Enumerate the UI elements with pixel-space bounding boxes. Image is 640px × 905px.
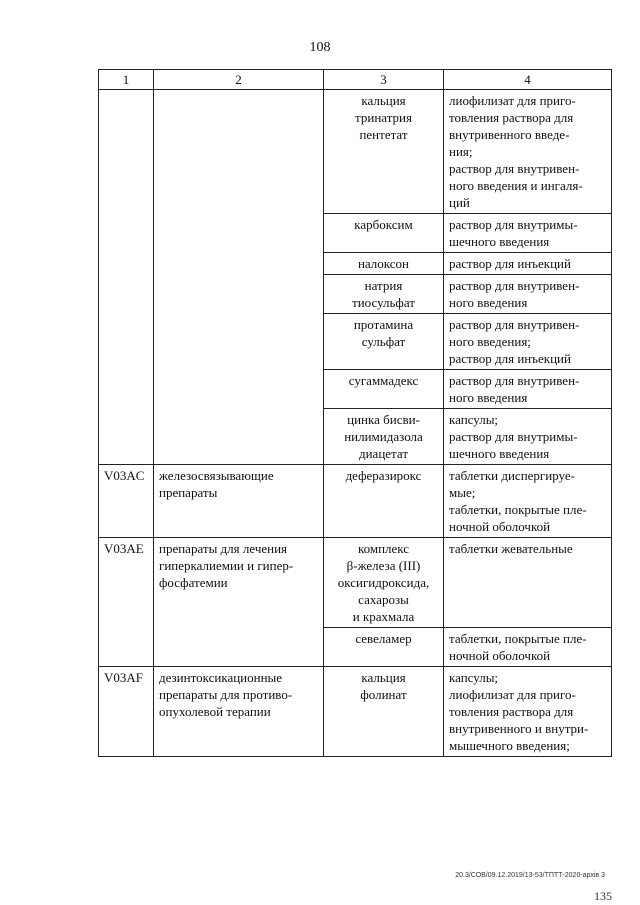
cell-line: деферазирокс xyxy=(345,468,422,483)
header-cell: 2 xyxy=(154,70,324,90)
cell-line: раствор для внутривен- xyxy=(449,317,580,332)
drug-name-cell xyxy=(324,214,444,253)
cell-line: ния; xyxy=(449,144,473,159)
atc-code-cell: V03AE xyxy=(99,538,154,667)
page-number: 108 xyxy=(309,40,331,55)
dosage-form-cell xyxy=(444,538,612,628)
atc-code-cell: V03AC xyxy=(99,465,154,538)
dosage-form-cell xyxy=(444,370,612,409)
group-name-cell xyxy=(154,667,324,757)
drug-name-cell xyxy=(324,628,444,667)
cell-line: кальция xyxy=(361,670,406,685)
dosage-form-cell xyxy=(444,214,612,253)
atc-code-cell: V03AF xyxy=(99,667,154,757)
cell-line: товления раствора для xyxy=(449,704,574,719)
cell-line: ночной оболочкой xyxy=(449,648,551,663)
cell-line: цинка бисви- xyxy=(347,412,420,427)
cell-line: раствор для внутривен- xyxy=(449,373,580,388)
cell-line: фосфатемии xyxy=(159,575,228,590)
dosage-form-cell xyxy=(444,628,612,667)
cell-line: товления раствора для xyxy=(449,110,574,125)
cell-line: карбоксим xyxy=(354,217,413,232)
table-body xyxy=(99,90,612,757)
drug-name-cell xyxy=(324,409,444,465)
cell-line: препараты для лечения xyxy=(159,541,288,556)
cell-line: внутривенного и внутри- xyxy=(449,721,589,736)
cell-line: препараты для противо- xyxy=(159,687,293,702)
cell-line: мышечного введения; xyxy=(449,738,570,753)
cell-line: лиофилизат для приго- xyxy=(449,687,576,702)
cell-line: и крахмала xyxy=(352,609,415,624)
cell-line: раствор для внутримы- xyxy=(449,429,578,444)
dosage-form-cell xyxy=(444,314,612,370)
drug-name-cell xyxy=(324,314,444,370)
cell-line: тринатрия xyxy=(355,110,412,125)
cell-line: β-железа (III) xyxy=(346,558,421,573)
cell-line: фолинат xyxy=(360,687,407,702)
header-cell: 4 xyxy=(444,70,612,90)
drug-name-cell xyxy=(324,370,444,409)
cell-line: раствор для инъекций xyxy=(449,256,571,271)
cell-line: тиосульфат xyxy=(352,295,415,310)
cell-line: дезинтоксикационные xyxy=(159,670,283,685)
dosage-form-cell xyxy=(444,90,612,214)
cell-line: ного введения; xyxy=(449,334,531,349)
drug-name-cell xyxy=(324,465,444,538)
cell-line: внутривенного введе- xyxy=(449,127,570,142)
cell-line: шечного введения xyxy=(449,234,550,249)
drug-name-cell xyxy=(324,90,444,214)
cell-line: препараты xyxy=(159,485,218,500)
table-row xyxy=(99,667,612,757)
cell-line: ций xyxy=(449,195,470,210)
cell-line: ного введения xyxy=(449,390,528,405)
header-row xyxy=(99,70,612,90)
group-name-cell xyxy=(154,465,324,538)
cell-line: натрия xyxy=(364,278,403,293)
cell-line: раствор для внутривен- xyxy=(449,161,580,176)
cell-line: комплекс xyxy=(357,541,410,556)
table-row xyxy=(99,465,612,538)
cell-line: оксигидроксида, xyxy=(337,575,430,590)
cell-line: железосвязывающие xyxy=(159,468,274,483)
drug-name-cell xyxy=(324,667,444,757)
dosage-form-cell xyxy=(444,465,612,538)
drug-table xyxy=(98,69,612,757)
dosage-form-cell xyxy=(444,409,612,465)
cell-line: таблетки, покрытые пле- xyxy=(449,502,587,517)
cell-line: нилимидазола xyxy=(344,429,423,444)
cell-line: таблетки диспергируе- xyxy=(449,468,575,483)
drug-name-cell xyxy=(324,275,444,314)
cell-line: шечного введения xyxy=(449,446,550,461)
header-cell: 1 xyxy=(99,70,154,90)
cell-line: таблетки жевательные xyxy=(449,541,573,556)
dosage-form-cell xyxy=(444,275,612,314)
table-row xyxy=(99,90,612,214)
group-name-cell xyxy=(154,90,324,465)
cell-line: севеламер xyxy=(355,631,412,646)
cell-line: ночной оболочкой xyxy=(449,519,551,534)
footer-code: 20.3/СОВ/09.12.2019/13-53/ТПТТ-2020-архів 3 xyxy=(455,872,605,879)
cell-line: гиперкалиемии и гипер- xyxy=(159,558,294,573)
cell-line: кальция xyxy=(361,93,406,108)
table-row xyxy=(99,538,612,628)
drug-name-cell xyxy=(324,253,444,275)
cell-line: раствор для инъекций xyxy=(449,351,571,366)
header-cell: 3 xyxy=(324,70,444,90)
cell-line: сульфат xyxy=(361,334,406,349)
cell-line: лиофилизат для приго- xyxy=(449,93,576,108)
cell-line: протамина xyxy=(353,317,414,332)
cell-line: пентетат xyxy=(359,127,408,142)
cell-line: диацетат xyxy=(358,446,409,461)
cell-line: таблетки, покрытые пле- xyxy=(449,631,587,646)
cell-line: сахарозы xyxy=(358,592,409,607)
drug-name-cell xyxy=(324,538,444,628)
cell-line: ного введения xyxy=(449,295,528,310)
corner-mark: 135 xyxy=(594,889,612,903)
cell-line: сугаммадекс xyxy=(348,373,419,388)
cell-line: мые; xyxy=(449,485,476,500)
cell-line: раствор для внутривен- xyxy=(449,278,580,293)
dosage-form-cell xyxy=(444,253,612,275)
cell-line: капсулы; xyxy=(449,670,499,685)
dosage-form-cell xyxy=(444,667,612,757)
cell-line: опухолевой терапии xyxy=(159,704,271,719)
cell-line: налоксон xyxy=(357,256,410,271)
group-name-cell xyxy=(154,538,324,667)
cell-line: ного введения и ингаля- xyxy=(449,178,583,193)
atc-code-cell xyxy=(99,90,154,465)
cell-line: раствор для внутримы- xyxy=(449,217,578,232)
cell-line: капсулы; xyxy=(449,412,499,427)
